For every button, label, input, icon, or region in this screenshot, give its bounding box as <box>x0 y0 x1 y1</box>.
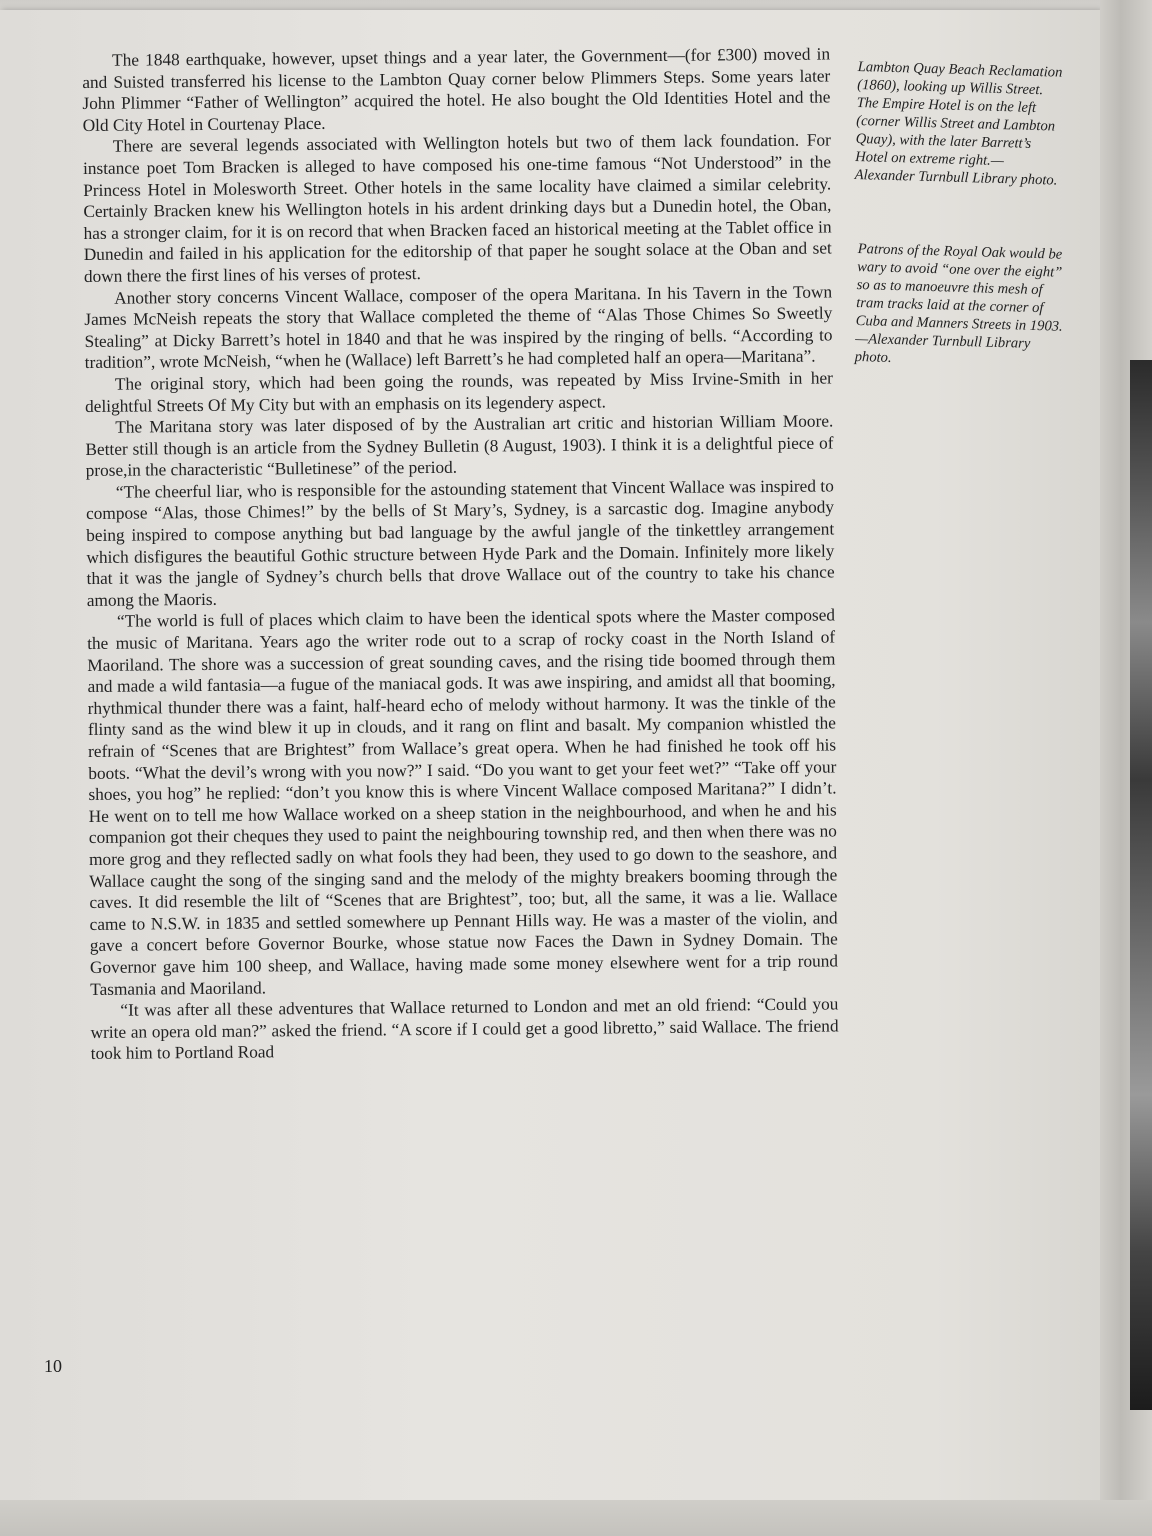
paragraph: Another story concerns Vincent Wallace, composer of the opera Maritana. In his Tavern in the Town James McNeish repeats the story that Wallace completed the theme of “Alas Those Chimes So Sweetly Stealing” at Dicky Barrett’s hotel in 1840 and that he was inspired by the ringing of bells. “According to tradition”, wrote McNeish, “when he (Wallace) left Barrett’s he had completed half an opera—Maritana”. <box>84 281 833 373</box>
bottom-edge <box>0 1500 1152 1536</box>
photo-caption: Patrons of the Royal Oak would be wary to avoid “one over the eight” so as to manoeuvre this mesh of tram tracks laid at the corner of Cuba and Manners Streets in 1903.—Alexander Turnbull Library photo. <box>854 240 1063 366</box>
paragraph: The original story, which had been going the rounds, was repeated by Miss Irvine-Smith in her delightful Streets Of My City but with an emphasis on its legendery aspect. <box>85 368 833 416</box>
paragraph: The Maritana story was later disposed of by the Australian art critic and historian William Moore. Better still though is an article from the Sydney Bulletin (8 August, 1903). I think it is a delightful piece of prose,in the characteristic “Bulletinese” of the period. <box>85 411 834 481</box>
paragraph: “It was after all these adventures that Wallace returned to London and met an old friend: “Could you write an opera old man?” asked the friend. “A score if I could get a good libretto,” said Wallace. The friend took him to Portland Road <box>90 994 839 1064</box>
paragraph: “The world is full of places which claim to have been the identical spots where the Master composed the music of Maritana. Years ago the writer rode out to a scrap of rocky coast in the North Island of Maoriland. The shore was a succession of great sounding caves, and the rising tide boomed through them and made a wild fantasia—a fugue of the maniacal gods. It was awe inspiring, and amidst all that booming, rhythmical thunder there was a faint, half-heard echo of melody without harmony. It was the tinkle of the flinty sand as the wind blew it up in clouds, and it rang on flint and basalt. My companion whistled the refrain of “Scenes that are Brightest” from Wallace’s great opera. When he had finished he took off his boots. “What the devil’s wrong with you now?” I said. “Do you want to get your feet wet?” “Take off your shoes, you hog” he replied: “don’t you know this is where Vincent Wallace composed Maritana?” I didn’t. He went on to tell me how Wallace worked on a sheep station in the neighbourhood, and when he and his companion got their cheques they used to paint the neighbouring township red, and then when there was no more grog and they reflected sadly on what fools they had been, they used to go down to the seashore, and Wallace caught the song of the singing sand and the melody of the mighty breakers booming through the caves. It did resemble the lilt of “Scenes that are Brightest”, too; but, all the same, it was a lie. Wallace came to N.S.W. in 1835 and settled somewhere up Pennant Hills way. He was a master of the violin, and gave a concert before Governor Bourke, whose statue now Faces the Dawn in Sydney Domain. The Governor gave him 100 sheep, and Wallace, having made some money elsewhere went for a trip round Tasmania and Maoriland. <box>87 605 839 999</box>
photo-caption: Lambton Quay Beach Reclamation (1860), looking up Willis Street. The Empire Hotel is on the left (corner Willis Street and Lambton Quay), with the later Barrett’s Hotel on extreme right.—Alexander Turnbull Library photo. <box>854 58 1063 189</box>
paragraph: There are several legends associated with Wellington hotels but two of them lack foundation. For instance poet Tom Bracken is alleged to have composed his one-time famous “Not Understood” in the Princess Hotel in Molesworth Street. Other hotels in the same locality have claimed a similar celebrity. Certainly Bracken knew his Wellington hotels in his ardent drinking days but a Dunedin hotel, the Oban, has a stronger claim, for it is on record that when Bracken faced an historical meeting at the Tablet office in Dunedin and failed in his application for the editorship of that paper he sought solace at the Oban and set down there the first lines of his verses of protest. <box>82 130 832 286</box>
article-body <box>82 43 839 1064</box>
facing-page-photo <box>1130 360 1152 1410</box>
paragraph: “The cheerful liar, who is responsible for the astounding statement that Vincent Wallace was inspired to compose “Alas, those Chimes!” by the bells of St Mary’s, Sydney, is a sarcastic dog. Imagine anybody being inspired to compose anything but bad language by the awful jangle of the tinkettley arrangement which disfigures the beautiful Gothic structure between Hyde Park and the Domain. Infinitely more likely that it was the jangle of Sydney’s church bells that drove Wallace out of the country to take his chance among the Maoris. <box>85 476 835 610</box>
paragraph: The 1848 earthquake, however, upset things and a year later, the Government—(for £300) moved in and Suisted transferred his license to the Lambton Quay corner below Plimmers Steps. Some years later John Plimmer “Father of Wellington” acquired the hotel. He also bought the Old Identities Hotel and the Old City Hotel in Courtenay Place. <box>82 44 831 135</box>
page-number: 10 <box>44 1356 62 1376</box>
